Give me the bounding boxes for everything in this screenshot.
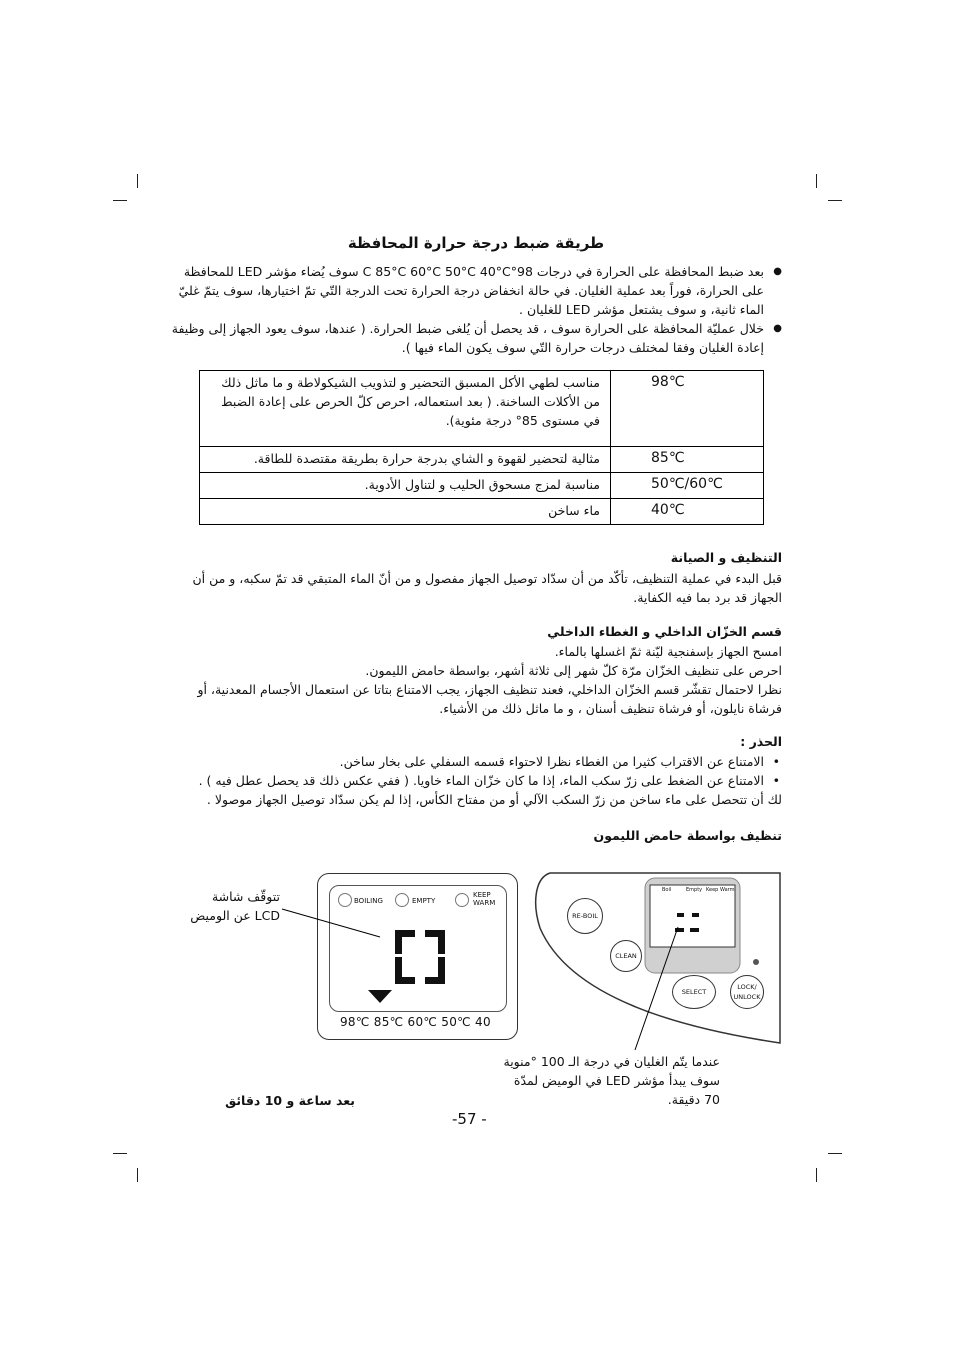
panel-label: Keep Warm [706,887,735,893]
warning-note: لك أن تتحصل على ماء ساخن من زرّ السكب الآلي أو من مفتاح الكأس، إذا لم يكن سدّاد توصيل الجهاز موصولا . [206,792,782,807]
lcd-note-line: تتوقّف شاشة [211,889,280,904]
crop-mark [113,200,127,201]
lemon-heading: تنظيف بواسطة حامض الليمون [593,828,782,843]
bullet-item: ● بعد ضبط المحافظة على الحرارة في درجات 98°C 85°C 60°C 50°C 40°C سوف يُضاء مؤشر LED للمحافظة على الحرارة، فوراً بعد عملية الغليان. في حالة انخفاض درجة الحرارة تحت الدرجة التّي تمّ اختيارها، سوف يتمّ غليّ الماء ثانية، و سوف يشتعل مؤشر LED للغليان . [170,262,782,319]
tank-line: احرص على تنظيف الخزّان مرّة كلّ شهر إلى ثلاثة أشهر، بواسطة حامض الليمون. [365,663,782,678]
boil-note-line: 70 دقيقة. [667,1092,720,1107]
desc-cell: ماء ساخن [200,499,611,525]
boil-note [470,1052,720,1109]
empty-indicator-icon [395,893,409,907]
pointer-line [630,925,690,1055]
temp-cell: 50℃/60℃ [611,473,764,499]
crop-mark [816,1168,817,1182]
lcd-note [150,887,280,925]
lock-unlock-button[interactable]: LOCK/ UNLOCK [730,975,764,1009]
table-row [200,447,764,473]
reboil-button[interactable]: RE-BOIL [567,898,603,934]
boil-note-line: سوف يبدأ مؤشر LED في الوميض لمدّة [513,1073,720,1088]
indicator-label: KEEP WARM [473,891,496,907]
panel-label: Boil [662,887,672,893]
desc-cell: مناسبة لمزج مسحوق الحليب و لتناول الأدوية. [200,473,611,499]
section-title: طريقة ضبط درجة حرارة المحافظة [347,234,605,252]
cleaning-heading: التنظيف و الصيانة [670,550,782,565]
temp-cell: 85℃ [611,447,764,473]
pointer-line [280,905,390,945]
warning-list [170,752,782,790]
indicator-label: EMPTY [412,897,436,905]
tank-line: امسح الجهاز بإسفنجية ليّنة ثمّ اغسلها بالماء. [554,644,782,659]
keep-warm-bullets [170,262,782,357]
select-button[interactable]: SELECT [672,975,716,1009]
panel-label: Empty [686,887,703,893]
cleaning-text: قبل البدء في عملية التنظيف، تأكّد من أن سدّاد توصيل الجهاز مفصول و من أنّ الماء المتبقي قد تمّ سكبه، و من أن الجهاز قد برد بما فيه الكفاية. [192,571,782,605]
desc-cell: مناسب لطهي الأكل المسبق التحضير و لتذويب الشيكولاطة و ما ماثل ذلك من الأكلات الساخنة. ( بعد استعماله، احرص كلّ الحرص على إعادة الضبط في مستوى 85° درجة مئوية). [200,371,611,447]
indicator-label: BOILING [354,897,383,905]
page-number: -57 - [452,1110,487,1128]
tank-line: نظرا لاحتمال تقشّر قسم الخزّان الداخلي، فعند تنظيف الجهاز، يجب الامتناع بتاتا عن استعمال الأجسام المعدنية، أو فرشاة نايلون، أو فرشاة تنظيف أسنان ، و ما ماثل ذلك من الأشياء. [197,682,782,716]
warning-heading: الحذر : [740,734,782,749]
table-row [200,473,764,499]
clean-button[interactable]: CLEAN [610,940,642,972]
temp-cell: 40℃ [611,499,764,525]
temperature-table [199,370,764,525]
warning-item: • الامتناع عن الضغط على زرّ سكب الماء، إذا ما كان خزّان الماء خاويا. ( ففي عكس ذلك قد يحصل عطل فيه ) . [170,771,782,790]
temp-cell: 98℃ [611,371,764,447]
boil-note-line: عندما يتّم الغليان في درجة الـ 100 °منوية [503,1054,720,1069]
crop-mark [828,200,842,201]
crop-mark [137,1168,138,1182]
keep-warm-indicator-icon [455,893,469,907]
table-row [200,499,764,525]
tank-heading: قسم الخزّان الداخلي و الغطاء الداخلي [547,624,782,639]
crop-mark [137,174,138,188]
crop-mark [816,174,817,188]
table-row [200,371,764,447]
lcd-note-line: LCD عن الوميض [190,908,280,923]
crop-mark [113,1153,127,1154]
desc-cell: مثالية لتحضير لقهوة و الشاي بدرجة حرارة بطريقة مقتصدة للطاقة. [200,447,611,473]
lcd-temperature-scale: 98℃ 85℃ 60℃ 50℃ 40 [340,1015,491,1029]
after-note: بعد ساعة و 10 دقائق [225,1093,355,1108]
crop-mark [828,1153,842,1154]
warning-item: • الامتناع عن الاقتراب كثيرا من الغطاء نظرا لاحتواء قسمه السفلي على بخار ساخن. [170,752,782,771]
bullet-item: ● خلال عمليّة المحافظة على الحرارة سوف ، قد يحصل أن يُلغى ضبط الحرارة. ( عندها، سوف يعود الجهاز إلى وظيفة إعادة الغليان وفقا لمختلف درجات حرارة التّي سوف يكون الماء فيها ). [170,319,782,357]
